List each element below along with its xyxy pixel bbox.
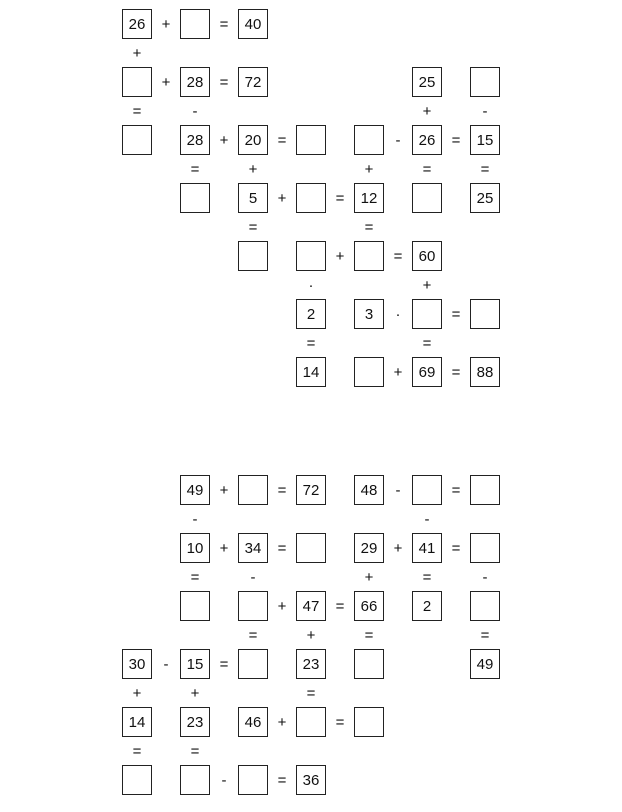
plus-operator: + bbox=[277, 189, 287, 207]
equals-sign: = bbox=[335, 597, 345, 615]
equals-sign: = bbox=[480, 160, 490, 178]
answer-input-cell[interactable] bbox=[470, 475, 500, 505]
equals-sign: = bbox=[451, 363, 461, 381]
equals-sign: = bbox=[364, 626, 374, 644]
number-cell: 34 bbox=[238, 533, 268, 563]
number-cell: 25 bbox=[470, 183, 500, 213]
answer-input-cell[interactable] bbox=[238, 765, 268, 795]
number-cell: 66 bbox=[354, 591, 384, 621]
number-cell: 12 bbox=[354, 183, 384, 213]
answer-input-cell[interactable] bbox=[238, 591, 268, 621]
number-cell: 15 bbox=[180, 649, 210, 679]
equals-sign: = bbox=[335, 713, 345, 731]
plus-operator: + bbox=[219, 131, 229, 149]
answer-input-cell[interactable] bbox=[180, 591, 210, 621]
minus-operator: - bbox=[395, 131, 401, 149]
plus-operator: + bbox=[190, 684, 200, 702]
number-cell: 28 bbox=[180, 125, 210, 155]
plus-operator: + bbox=[161, 15, 171, 33]
equals-sign: = bbox=[422, 160, 432, 178]
plus-operator: + bbox=[219, 481, 229, 499]
equals-sign: = bbox=[451, 305, 461, 323]
equals-sign: = bbox=[190, 742, 200, 760]
answer-input-cell[interactable] bbox=[470, 533, 500, 563]
minus-operator: - bbox=[424, 510, 430, 528]
equals-sign: = bbox=[277, 539, 287, 557]
number-cell: 2 bbox=[412, 591, 442, 621]
equals-sign: = bbox=[219, 73, 229, 91]
plus-operator: + bbox=[219, 539, 229, 557]
number-cell: 72 bbox=[296, 475, 326, 505]
number-cell: 25 bbox=[412, 67, 442, 97]
number-cell: 49 bbox=[180, 475, 210, 505]
equals-sign: = bbox=[364, 218, 374, 236]
answer-input-cell[interactable] bbox=[296, 707, 326, 737]
minus-operator: - bbox=[482, 568, 488, 586]
plus-operator: + bbox=[306, 626, 316, 644]
minus-operator: - bbox=[163, 655, 169, 673]
number-cell: 10 bbox=[180, 533, 210, 563]
number-cell: 14 bbox=[122, 707, 152, 737]
equals-sign: = bbox=[219, 15, 229, 33]
plus-operator: + bbox=[364, 160, 374, 178]
number-cell: 36 bbox=[296, 765, 326, 795]
answer-input-cell[interactable] bbox=[122, 765, 152, 795]
answer-input-cell[interactable] bbox=[296, 533, 326, 563]
number-cell: 26 bbox=[412, 125, 442, 155]
equals-sign: = bbox=[277, 481, 287, 499]
number-cell: 30 bbox=[122, 649, 152, 679]
answer-input-cell[interactable] bbox=[180, 765, 210, 795]
minus-operator: - bbox=[250, 568, 256, 586]
minus-operator: - bbox=[192, 510, 198, 528]
multiply-operator: · bbox=[395, 305, 401, 323]
plus-operator: + bbox=[132, 44, 142, 62]
answer-input-cell[interactable] bbox=[238, 475, 268, 505]
equals-sign: = bbox=[277, 771, 287, 789]
equals-sign: = bbox=[277, 131, 287, 149]
number-cell: 41 bbox=[412, 533, 442, 563]
number-cell: 60 bbox=[412, 241, 442, 271]
number-cell: 40 bbox=[238, 9, 268, 39]
number-cell: 20 bbox=[238, 125, 268, 155]
number-cell: 46 bbox=[238, 707, 268, 737]
minus-operator: - bbox=[395, 481, 401, 499]
number-cell: 3 bbox=[354, 299, 384, 329]
equals-sign: = bbox=[190, 160, 200, 178]
equals-sign: = bbox=[451, 539, 461, 557]
plus-operator: + bbox=[248, 160, 258, 178]
answer-input-cell[interactable] bbox=[354, 649, 384, 679]
equals-sign: = bbox=[190, 568, 200, 586]
number-cell: 23 bbox=[180, 707, 210, 737]
number-cell: 5 bbox=[238, 183, 268, 213]
number-cell: 15 bbox=[470, 125, 500, 155]
plus-operator: + bbox=[277, 597, 287, 615]
plus-operator: + bbox=[393, 363, 403, 381]
plus-operator: + bbox=[161, 73, 171, 91]
plus-operator: + bbox=[132, 684, 142, 702]
number-cell: 47 bbox=[296, 591, 326, 621]
equals-sign: = bbox=[451, 131, 461, 149]
number-cell: 48 bbox=[354, 475, 384, 505]
number-cell: 88 bbox=[470, 357, 500, 387]
equals-sign: = bbox=[422, 334, 432, 352]
number-cell: 26 bbox=[122, 9, 152, 39]
answer-input-cell[interactable] bbox=[470, 591, 500, 621]
plus-operator: + bbox=[422, 102, 432, 120]
equals-sign: = bbox=[451, 481, 461, 499]
equals-sign: = bbox=[393, 247, 403, 265]
equals-sign: = bbox=[480, 626, 490, 644]
number-cell: 14 bbox=[296, 357, 326, 387]
equals-sign: = bbox=[306, 684, 316, 702]
answer-input-cell[interactable] bbox=[238, 649, 268, 679]
answer-input-cell[interactable] bbox=[412, 475, 442, 505]
plus-operator: + bbox=[393, 539, 403, 557]
number-cell: 28 bbox=[180, 67, 210, 97]
number-cell: 29 bbox=[354, 533, 384, 563]
number-cell: 72 bbox=[238, 67, 268, 97]
equals-sign: = bbox=[248, 626, 258, 644]
answer-input-cell[interactable] bbox=[354, 707, 384, 737]
equals-sign: = bbox=[248, 218, 258, 236]
equals-sign: = bbox=[335, 189, 345, 207]
number-cell: 49 bbox=[470, 649, 500, 679]
minus-operator: - bbox=[192, 102, 198, 120]
equals-sign: = bbox=[132, 102, 142, 120]
equals-sign: = bbox=[422, 568, 432, 586]
plus-operator: + bbox=[277, 713, 287, 731]
equals-sign: = bbox=[219, 655, 229, 673]
minus-operator: - bbox=[482, 102, 488, 120]
multiply-operator: · bbox=[308, 276, 314, 294]
minus-operator: - bbox=[221, 771, 227, 789]
plus-operator: + bbox=[335, 247, 345, 265]
equals-sign: = bbox=[132, 742, 142, 760]
number-cell: 69 bbox=[412, 357, 442, 387]
equals-sign: = bbox=[306, 334, 316, 352]
number-cell: 2 bbox=[296, 299, 326, 329]
plus-operator: + bbox=[364, 568, 374, 586]
number-cell: 23 bbox=[296, 649, 326, 679]
plus-operator: + bbox=[422, 276, 432, 294]
